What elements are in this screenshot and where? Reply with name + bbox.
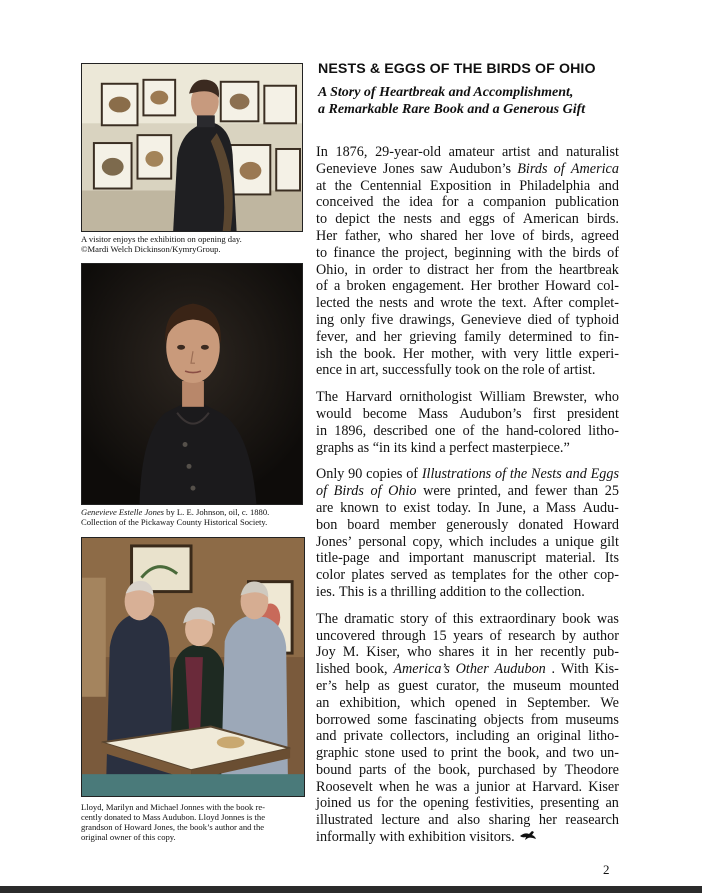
page-number: 2 (603, 862, 610, 877)
paragraph-3 (316, 466, 619, 600)
text-line: bon board member generously donated Howard (316, 516, 619, 533)
caption-photo2-title: Genevieve Estelle Jones (81, 507, 165, 517)
article-body (316, 144, 619, 856)
caption-photo1-line1: A visitor enjoys the exhibition on opening day. (81, 234, 242, 244)
article-subhead (318, 84, 624, 118)
text-line: lished book, America’s Other Audubon . With Kis- (316, 661, 619, 678)
text-line: conceived the idea for a companion publication (316, 194, 619, 211)
photo-exhibition-visitor (81, 63, 303, 232)
text-line: ies. This is a thrilling addition to the collection. (316, 583, 585, 600)
caption-photo1 (81, 234, 242, 254)
text-line: Only 90 copies of Illustrations of the Nests and Eggs (316, 466, 619, 483)
text-line: would become Mass Audubon’s first president (316, 405, 619, 422)
article-headline: NESTS & EGGS OF THE BIRDS OF OHIO (318, 61, 596, 77)
text-line: Ohio, in order to distract her from the heartbreak (316, 261, 619, 278)
text-line: an exhibition, which opened in September. We (316, 694, 619, 711)
paragraph-1 (316, 144, 619, 379)
text-line: In 1876, 29-year-old amateur artist and naturalist (316, 144, 619, 160)
text-line: at the Centennial Exposition in Philadelphia and (316, 177, 619, 194)
text-line: and private collectors, including an original litho- (316, 728, 619, 745)
text-line: uncovered through 15 years of research by author (316, 627, 619, 644)
paragraph-4 (316, 611, 619, 846)
text-line: ish the book. Her mother, with very little experi- (316, 345, 619, 362)
text-line: Roosevelt when he was a junior at Harvard. Kiser (316, 778, 619, 795)
subhead-line1: A Story of Heartbreak and Accomplishment, (318, 85, 574, 100)
text-line: to depict the nests and eggs of American birds. (316, 211, 619, 228)
text-line: The Harvard ornithologist William Brewster, who (316, 389, 619, 406)
text-line: er’s help as guest curator, the museum mounted (316, 677, 619, 694)
text-line: ing only five drawings, Genevieve died of typhoid (316, 311, 619, 328)
text-line: borrowed some fascinating objects from museums (316, 711, 619, 728)
photo-genevieve-portrait (81, 263, 303, 505)
text-line: illustrated lecture and also sharing her reasearch (316, 812, 619, 829)
text-line: fever, and her grieving family determined to fin- (316, 328, 619, 345)
caption-photo3-line1: Lloyd, Marilyn and Michael Jonnes with the book re- (81, 802, 266, 812)
text-line: Genevieve Jones saw Audubon’s Birds of America (316, 160, 619, 177)
caption-photo3-line3: grandson of Howard Jones, the book’s author and the (81, 822, 265, 832)
subhead-line2: a Remarkable Rare Book and a Generous Gift (318, 102, 586, 117)
bird-silhouette-icon (519, 829, 537, 846)
text-line: informally with exhibition visitors. (316, 829, 619, 846)
text-line: in 1896, described one of the hand-colored litho- (316, 422, 619, 439)
caption-photo3 (81, 802, 265, 842)
text-line: of a broken engagement. Her brother Howard col- (316, 278, 619, 295)
bottom-bar (0, 886, 702, 893)
text-line: The dramatic story of this extraordinary book was (316, 610, 619, 627)
photo-jonnes-family-with-book (81, 537, 305, 797)
caption-photo2-line2: Collection of the Pickaway County Historical Society. (81, 517, 268, 527)
caption-photo2-credit: by L. E. Johnson, oil, c. 1880. (164, 507, 270, 517)
text-line: bound parts of the book, purchased by Theodore (316, 761, 619, 778)
caption-photo3-line4: original owner of this copy. (81, 832, 176, 842)
text-line: Jones’ personal copy, which includes a unique gilt (316, 533, 619, 550)
caption-photo3-line2: cently donated to Mass Audubon. Lloyd Jonnes is the (81, 812, 266, 822)
text-line: Joy M. Kiser, who shares it in her recently pub- (316, 644, 619, 661)
text-line: graphs as “in its kind a perfect masterpiece.” (316, 439, 570, 456)
paragraph-2 (316, 389, 619, 456)
text-line: color plates served as templates for the other cop- (316, 567, 619, 584)
text-line: graphic stone used to print the book, and two un- (316, 745, 619, 762)
text-line: Her father, who shared her love of birds, agreed (316, 227, 619, 244)
text-line: to finance the project, beginning with the birds of (316, 244, 619, 261)
caption-photo1-line2: ©Mardi Welch Dickinson/KymryGroup. (81, 244, 221, 254)
text-line: ence in art, successfully took on the role of artist. (316, 362, 596, 379)
caption-photo2-line1 (81, 507, 269, 517)
text-line: of Birds of Ohio were printed, and fewer than 25 (316, 483, 619, 500)
text-line: title-page and important manuscript material. Its (316, 550, 619, 567)
caption-photo2 (81, 507, 269, 527)
text-line: are known to exist today. In June, a Mass Audu- (316, 499, 619, 516)
text-line: joined us for the opening festivities, presenting an (316, 795, 619, 812)
text-line: lected the nests and wrote the text. After complet- (316, 295, 619, 312)
